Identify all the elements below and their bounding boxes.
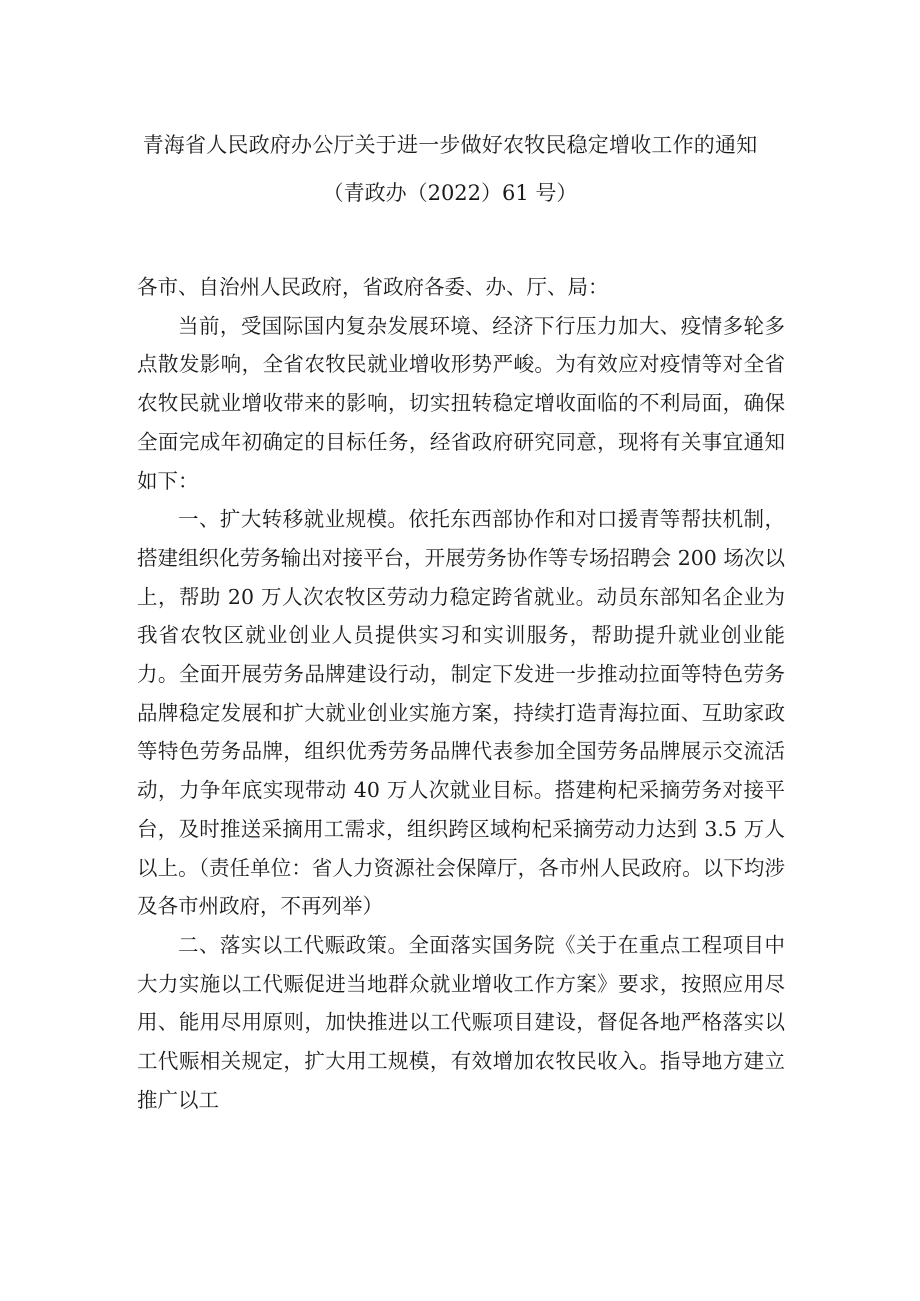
document-body [137, 268, 785, 1119]
document-number: （青政办（2022）61 号） [322, 181, 578, 205]
paragraph-intro: 当前，受国际国内复杂发展环境、经济下行压力加大、疫情多轮多点散发影响，全省农牧民就业增收形势严峻。为有效应对疫情等对全省农牧民就业增收带来的影响，切实扭转稳定增收面临的不利局面，确保全面完成年初确定的目标任务，经省政府研究同意，现将有关事宜通知如下： [137, 313, 785, 493]
document-title: 青海省人民政府办公厅关于进一步做好农牧民稳定增收工作的通知 [142, 133, 758, 157]
paragraph-section-1: 一、扩大转移就业规模。依托东西部协作和对口援青等帮扶机制，搭建组织化劳务输出对接平台，开展劳务协作等专场招聘会 200 场次以上，帮助 20 万人次农牧区劳动力稳定跨省就业。动员东部知名企业为我省农牧区就业创业人员提供实习和实训服务，帮助提升就业创业能力。全面开展劳务品牌建设行动，制定下发进一步推动拉面等特色劳务品牌稳定发展和扩大就业创业实施方案，持续打造青海拉面、互助家政等特色劳务品牌，组织优秀劳务品牌代表参加全国劳务品牌展示交流活动，力争年底实现带动 40 万人次就业目标。搭建枸杞采摘劳务对接平台，及时推送采摘用工需求，组织跨区域枸杞采摘劳动力达到 3.5 万人以上。（责任单位：省人力资源社会保障厅，各市州人民政府。以下均涉及各市州政府，不再列举） [137, 507, 785, 919]
paragraph-section-2: 二、落实以工代赈政策。全面落实国务院《关于在重点工程项目中大力实施以工代赈促进当地群众就业增收工作方案》要求，按照应用尽用、能用尽用原则，加快推进以工代赈项目建设，督促各地严格落实以工代赈相关规定，扩大用工规模，有效增加农牧民收入。指导地方建立推广以工 [137, 932, 785, 1112]
addressee-line: 各市、自治州人民政府，省政府各委、办、厅、局： [137, 275, 609, 299]
